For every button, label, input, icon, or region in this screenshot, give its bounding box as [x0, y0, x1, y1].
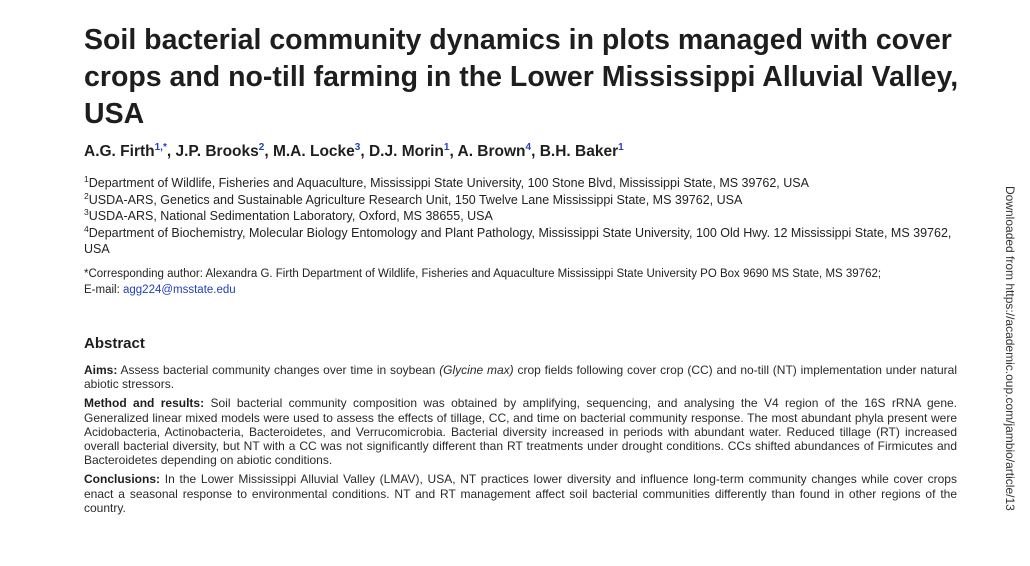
abstract-methods	[84, 396, 957, 467]
author-affiliation-link[interactable]: 3	[354, 142, 361, 153]
author-affiliation-link[interactable]: 1,*	[154, 142, 167, 153]
author-affiliation-link[interactable]: 1	[443, 142, 450, 153]
corresponding-author-text: *Corresponding author: Alexandra G. Firth Department of Wildlife, Fisheries and Aquaculture Mississippi State University PO Box 9690 MS State, MS 39762;	[84, 268, 882, 280]
author-name: A.G. Firth	[84, 143, 155, 160]
affiliation-list	[84, 175, 954, 258]
email-label: E-mail:	[84, 284, 120, 296]
author-affiliation-link[interactable]: 1	[618, 142, 624, 153]
abstract-aims	[84, 363, 957, 391]
affiliation-item	[84, 208, 954, 225]
affiliation-text: Department of Wildlife, Fisheries and Aquaculture, Mississippi State University, 100 Stone Blvd, Mississippi State, MS 39762, USA	[88, 176, 809, 190]
methods-text: Soil bacterial community composition was obtained by amplifying, sequencing, and analysing the V4 region of the 16S rRNA gene. Generalized linear mixed models were used to assess the effects of tillage, CC, and time on bacterial community response. The most abundant phyla present were Acidobacteria, Actinobacteria, Bacteroidetes, and Verrucomicrobia. Bacterial diversity increased in periods with abundant water. Reduced tillage (RT) increased overall bacterial diversity, but NT with a CC was not significantly different than RT treatments under drought conditions. CCs shifted abundances of Firmicutes and Bacteroidetes depending on abiotic conditions.	[84, 396, 957, 468]
aims-text-start: Assess bacterial community changes over time in soybean	[120, 363, 436, 377]
article-title: Soil bacterial community dynamics in plots managed with cover crops and no-till farming in the Lower Mississippi Alluvial Valley, USA	[84, 24, 959, 130]
affiliation-text: USDA-ARS, National Sedimentation Laboratory, Oxford, MS 38655, USA	[88, 209, 493, 223]
author-name: D.J. Morin	[368, 143, 444, 160]
affiliation-number: 2	[84, 190, 89, 201]
aims-text-end: crop fields following cover crop (CC) and no-till (NT) implementation under natural abiotic stressors.	[84, 363, 958, 392]
conclusions-label: Conclusions:	[84, 472, 161, 487]
affiliation-text: Department of Biochemistry, Molecular Biology Entomology and Plant Pathology, Mississippi State University, 100 Old Hwy. 12 Mississippi State, MS 39762, USA	[84, 225, 952, 256]
author-list: A.G. Firth$^{1,*}$, J.P. Brooks$^2$, M.A. Locke$^3$, D.J. Morin$^1$, A. Brown$^4$, B.H. Baker$^1$	[84, 142, 624, 160]
download-watermark	[1003, 186, 1017, 566]
aims-species-name: (Glycine max)	[439, 363, 514, 377]
abstract-conclusions	[84, 472, 957, 515]
email-line	[84, 282, 954, 298]
aims-label: Aims:	[84, 363, 118, 377]
author-name: B.H. Baker	[539, 143, 619, 160]
author-name: M.A. Locke	[272, 143, 355, 160]
conclusions-text: In the Lower Mississippi Alluvial Valley (LMAV), USA, NT practices lower diversity and influence long-term community changes while cover crops enact a seasonal response to environmental conditions. NT and RT management affect soil bacterial communities differently than found in other regions of the country.	[84, 472, 957, 515]
affiliation-number: 4	[84, 223, 89, 234]
affiliation-number: 1	[84, 174, 89, 184]
author-name: A. Brown	[457, 143, 526, 160]
methods-label: Method and results:	[84, 396, 205, 411]
abstract-body	[84, 363, 957, 520]
author-affiliation-link[interactable]: 4	[525, 142, 532, 153]
corresponding-author	[84, 266, 954, 298]
affiliation-item	[84, 225, 954, 258]
abstract-heading: Abstract	[84, 335, 145, 352]
download-watermark-text: Downloaded from https://academic.oup.com/jambio/article/13	[1003, 186, 1017, 511]
affiliation-number: 3	[84, 207, 89, 217]
author-affiliation-link[interactable]: 2	[258, 142, 265, 153]
affiliation-item	[84, 175, 954, 192]
author-name: J.P. Brooks	[175, 143, 259, 160]
affiliation-text: USDA-ARS, Genetics and Sustainable Agriculture Research Unit, 150 Twelve Lane Mississippi State, MS 39762, USA	[88, 192, 743, 207]
affiliation-item	[84, 192, 954, 209]
email-link[interactable]: agg224@msstate.edu	[122, 284, 236, 296]
